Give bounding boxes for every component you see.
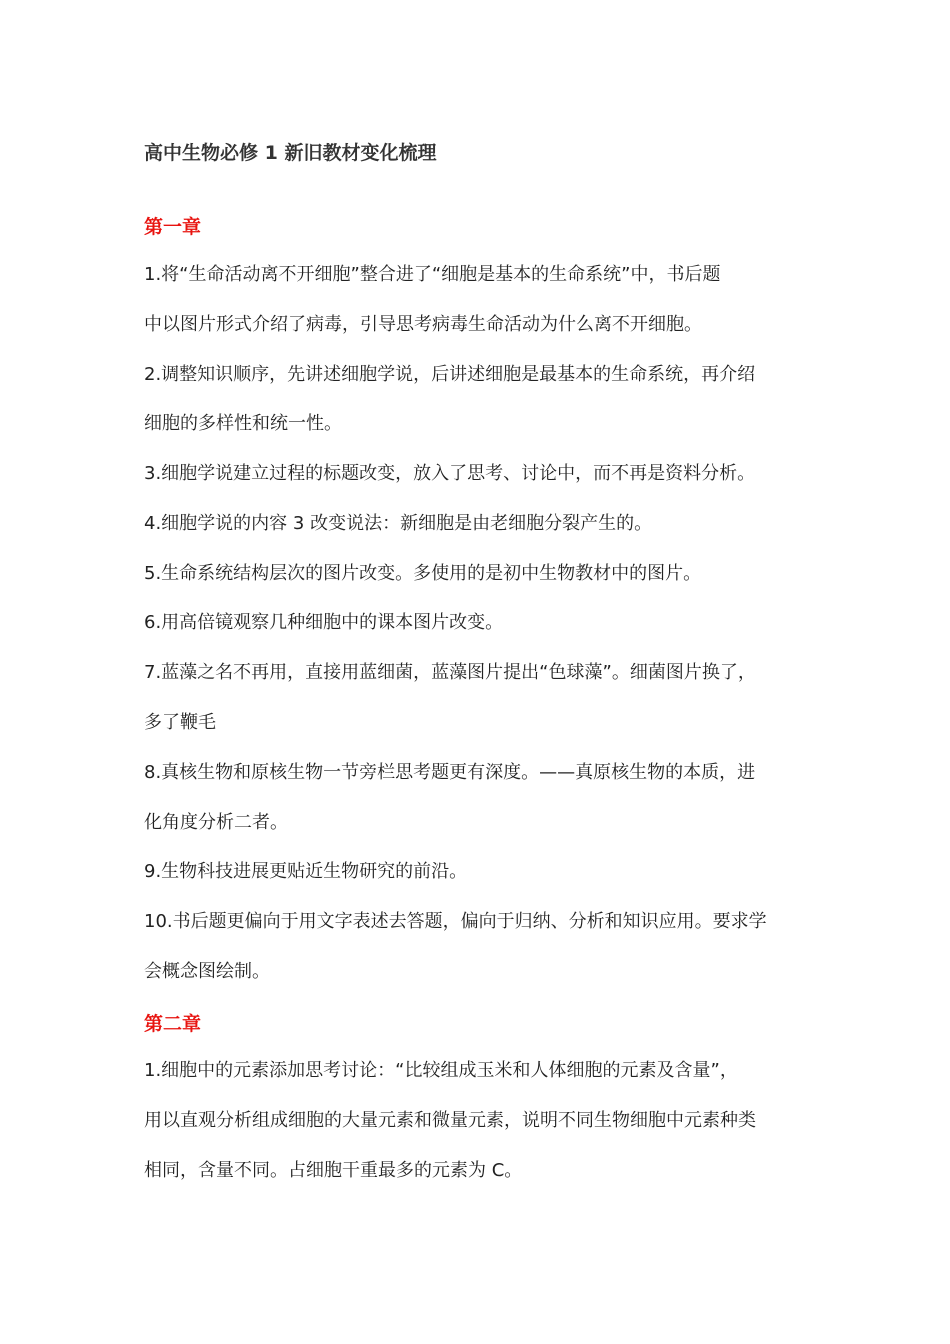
text-line: 用以直观分析组成细胞的大量元素和微量元素，说明不同生物细胞中元素种类 [144,1110,756,1131]
text-line: 1.将“生命活动离不开细胞”整合进了“细胞是基本的生命系统”中，书后题 [144,264,721,285]
text-line: 9.生物科技进展更贴近生物研究的前沿。 [144,861,468,882]
text-line: 3.细胞学说建立过程的标题改变，放入了思考、讨论中，而不再是资料分析。 [144,463,756,484]
text-line: 8.真核生物和原核生物一节旁栏思考题更有深度。——真原核生物的本质，进 [144,762,756,783]
text-line: 细胞的多样性和统一性。 [144,413,342,434]
text-line: 会概念图绘制。 [144,961,270,982]
text-line: 5.生命系统结构层次的图片改变。多使用的是初中生物教材中的图片。 [144,563,702,584]
text-line: 2.调整知识顺序，先讲述细胞学说，后讲述细胞是最基本的生命系统，再介绍 [144,364,756,385]
text-line: 化角度分析二者。 [144,812,288,833]
chapter-1-heading: 第一章 [144,216,202,238]
text-line: 相同，含量不同。占细胞干重最多的元素为 C。 [144,1160,523,1181]
text-line: 4.细胞学说的内容 3 改变说法：新细胞是由老细胞分裂产生的。 [144,513,653,534]
text-line: 10.书后题更偏向于用文字表述去答题，偏向于归纳、分析和知识应用。要求学 [144,911,767,932]
text-line: 多了鞭毛 [144,712,216,733]
text-line: 6.用高倍镜观察几种细胞中的课本图片改变。 [144,612,504,633]
document-title: 高中生物必修 1 新旧教材变化梳理 [144,142,437,164]
chapter-2-heading: 第二章 [144,1013,202,1035]
text-line: 1.细胞中的元素添加思考讨论：“比较组成玉米和人体细胞的元素及含量”， [144,1060,738,1081]
text-line: 7.蓝藻之名不再用，直接用蓝细菌，蓝藻图片提出“色球藻”。细菌图片换了， [144,662,756,683]
text-line: 中以图片形式介绍了病毒，引导思考病毒生命活动为什么离不开细胞。 [144,314,702,335]
